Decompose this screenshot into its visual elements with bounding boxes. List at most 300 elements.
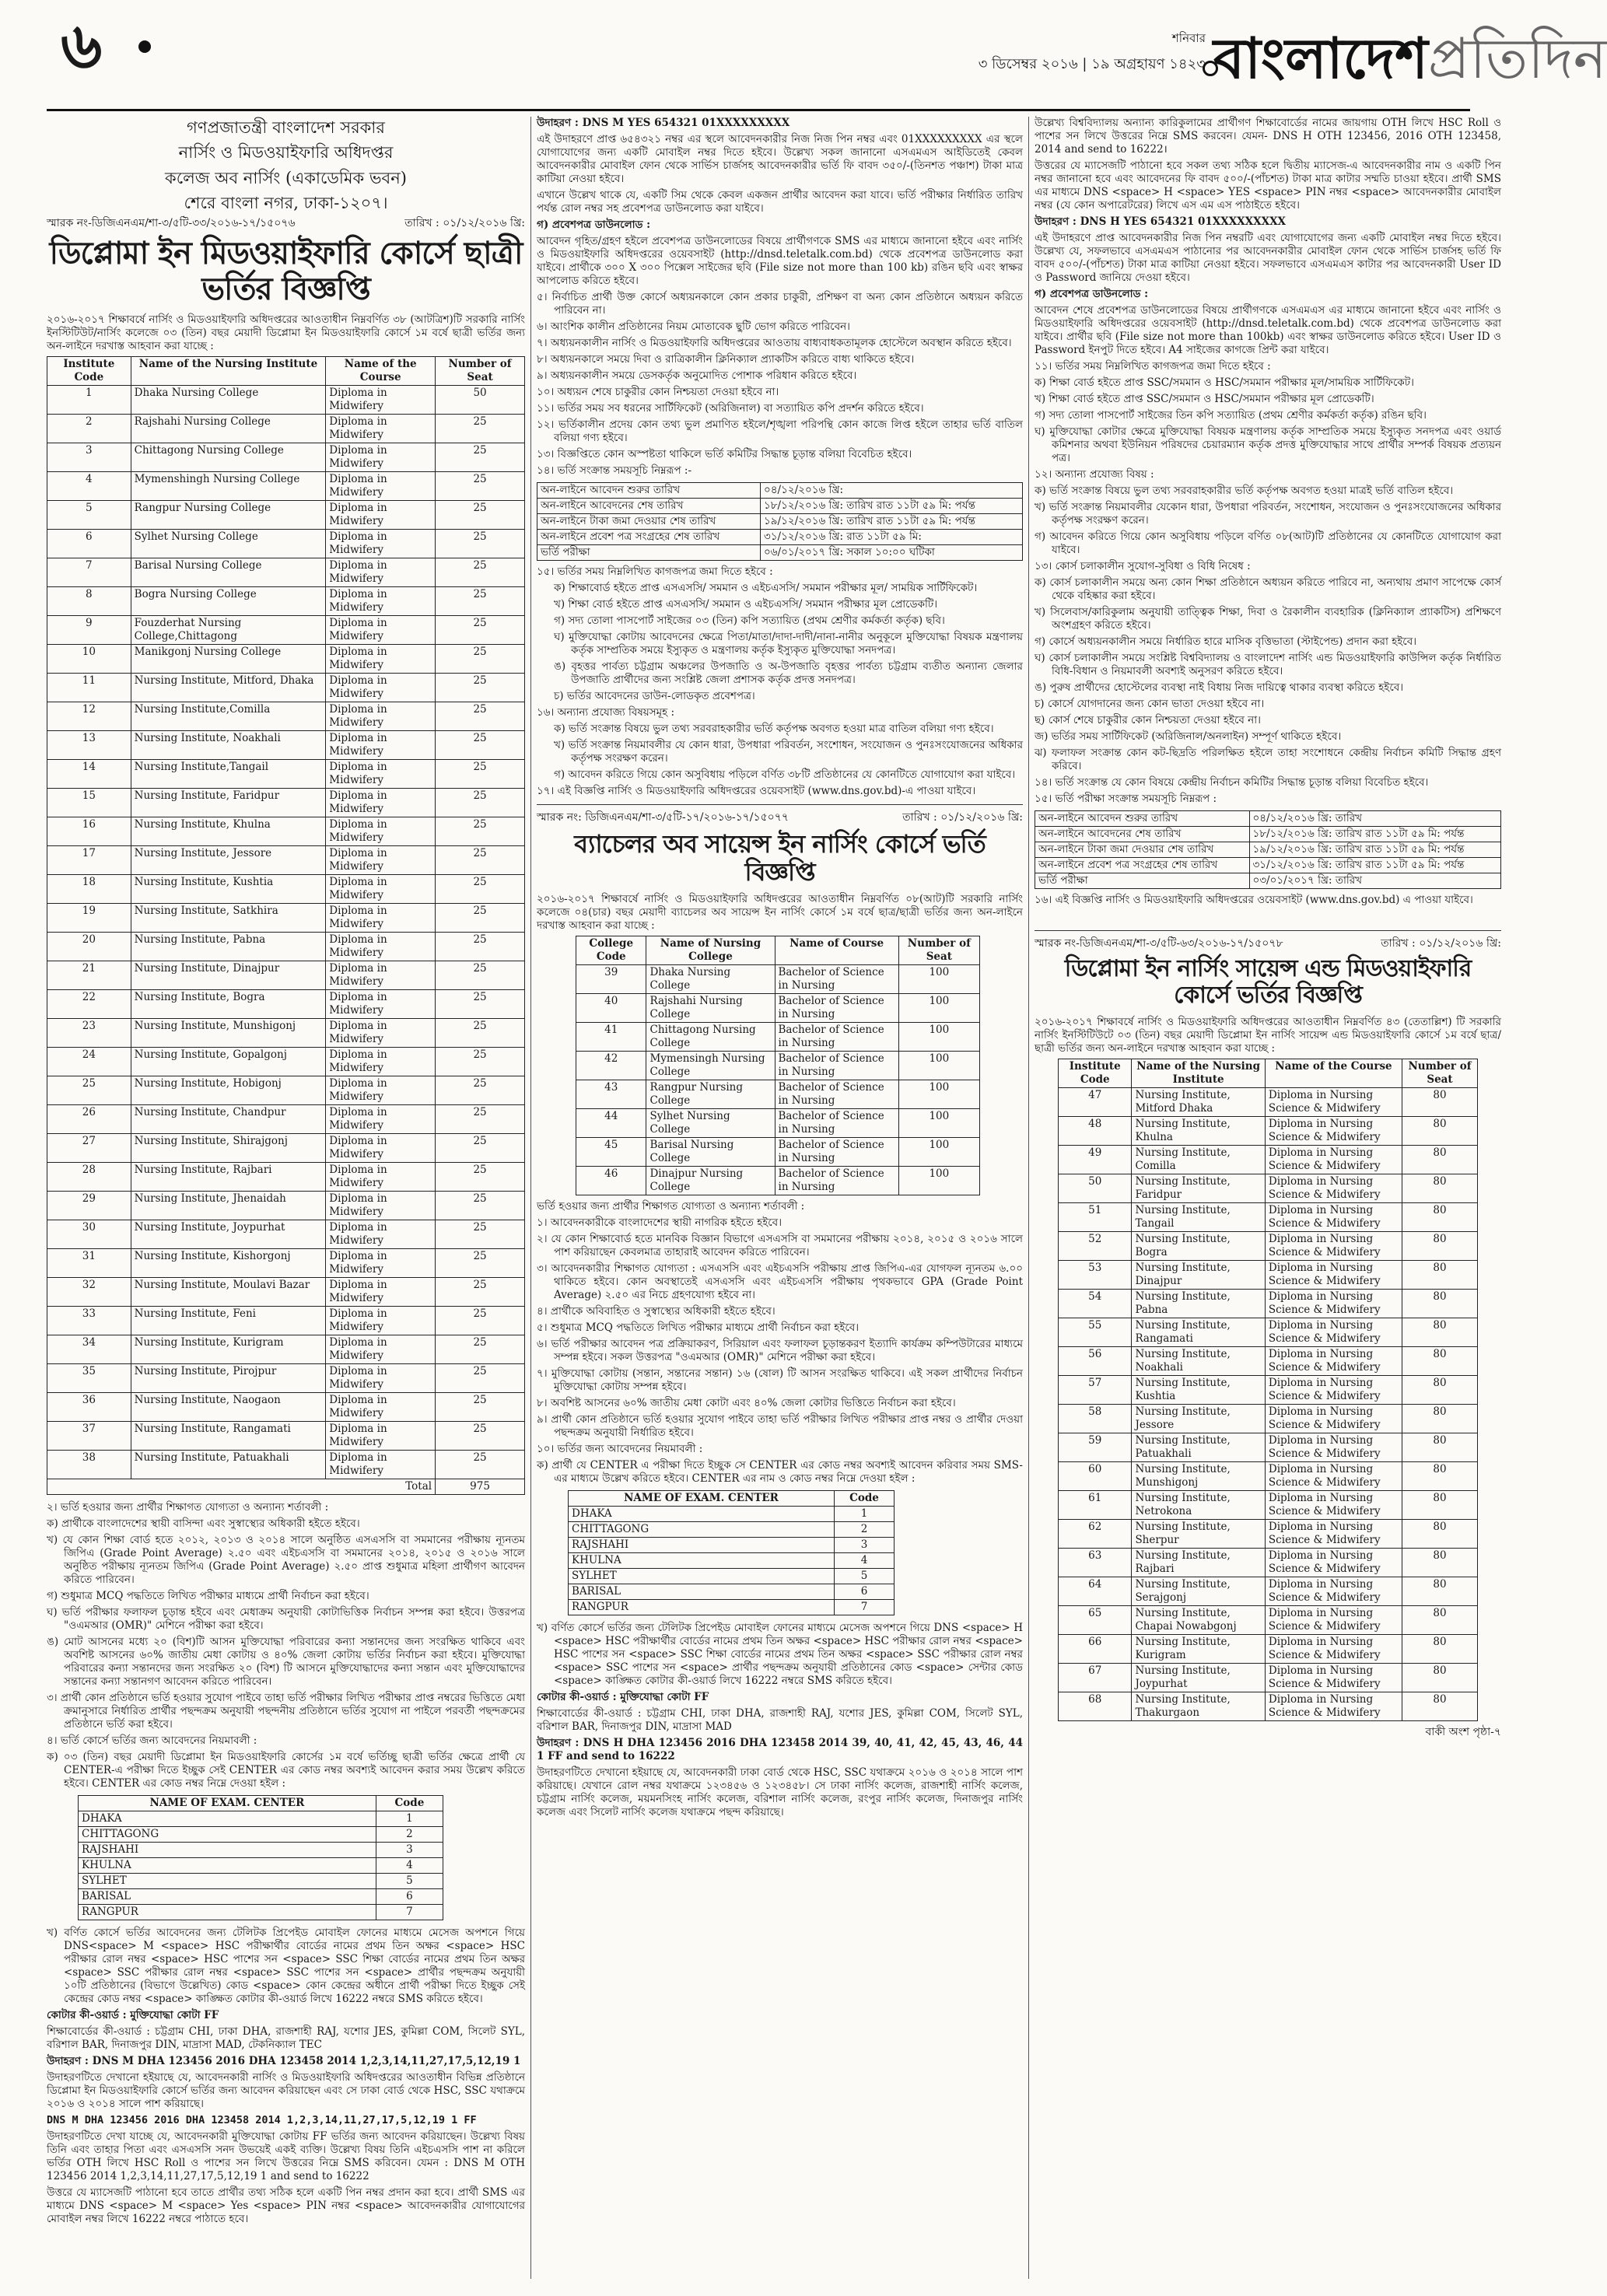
- table-row: [1059, 1116, 1478, 1145]
- table-cell: Diploma in Midwifery: [326, 501, 436, 530]
- table-cell: Diploma in Nursing Science & Midwifery: [1265, 1490, 1402, 1519]
- table-cell: Diploma in Midwifery: [326, 558, 436, 587]
- column-header: Name of Course: [775, 936, 898, 965]
- clause-item: ৫। নির্বাচিত প্রার্থী উক্ত কোর্সে অধ্যয়নকালে কোন প্রকার চাকুরী, প্রশিক্ষণ বা অন্য কোন প্রতিষ্ঠানে অধ্যয়ন করিতে পারিবেন না।: [537, 291, 1023, 317]
- table-row: [569, 1522, 895, 1538]
- eligibility-item: ৮। অবশিষ্ট আসনের ৬০% জাতীয় মেধা কোটা এবং ৪০% জেলা কোটার ভিত্তিতে নির্বাচন করা হইবে।: [537, 1397, 956, 1410]
- column-header: Code: [835, 1491, 895, 1507]
- column-header: Name of Nursing College: [646, 936, 775, 965]
- column-header: Name of the Nursing Institute: [131, 357, 326, 386]
- table-cell: DHAKA: [569, 1507, 835, 1522]
- table-cell: Nursing Institute, Tangail: [1132, 1202, 1265, 1231]
- table-cell: Nursing Institute, Pirojpur: [131, 1364, 326, 1393]
- dateline: ৩ ডিসেম্বর ২০১৬ | ১৯ অগ্রহায়ণ ১৪২৩: [978, 56, 1206, 72]
- table-cell: Diploma in Nursing Science & Midwifery: [1265, 1404, 1402, 1433]
- table-row: [569, 1600, 895, 1615]
- table-cell: Nursing Institute, Hobigonj: [131, 1076, 326, 1105]
- table-cell: Nursing Institute, Comilla: [1132, 1145, 1265, 1174]
- table-cell: 25: [436, 760, 525, 789]
- table-cell: 25: [436, 443, 525, 472]
- clause-item: ১৪। ভর্তি সংক্রান্ত সময়সূচি নিম্নরূপ :-: [537, 464, 692, 477]
- table-cell: 25: [436, 1364, 525, 1393]
- table-cell: Chittagong Nursing College: [131, 443, 326, 472]
- table-cell: 61: [1059, 1490, 1132, 1519]
- clause-item: ১২। ভর্তিকালীন প্রদেয় কোন তথ্য ভুল প্রমাণিত হইলে/শৃঙ্খলা পরিপন্থি কোন কাজে লিপ্ত হইলে তাহার ভর্তি বাতিল বলিয়া গণ্য হইবে।: [537, 418, 1023, 444]
- table-cell: 56: [1059, 1346, 1132, 1375]
- clause-item: ক) কোর্স চলাকালীন সময়ে অন্য কোন শিক্ষা প্রতিষ্ঠানে অধ্যয়ন করিতে পারিবে না, অন্যথায় প্রমাণ সাপেক্ষে কোর্স থেকে বহিষ্কার করা হইবে।: [1035, 576, 1501, 602]
- table-row: [47, 789, 525, 817]
- pin-instruction: এই উদাহরণে প্রাপ্ত আবেদনকারীর নিজ পিন নম্বরটি এবং যোগাযোগের জন্য একটি মোবাইল নম্বর দিতে হইবে। উল্লেখ্য যে, সফলভাবে এসএমএস পাঠানোর পর আবেদনকারীর মোবাইল ফোন থেকে সার্ভিস চার্জসহ ভর্তি ফি বাবদ ৫০০/-(পাঁচশত) টাকা মাত্র কাটিয়া নেওয়া হইবে। সফলভাবে এসএমএস কাটার পর আবেদনকারী User ID ও Password জানিয়ে দেওয়া হইবে।: [1035, 232, 1501, 284]
- table-cell: 25: [436, 530, 525, 558]
- table-cell: 100: [898, 1052, 979, 1080]
- table-cell: 12: [47, 702, 131, 731]
- column-header: Number of Seat: [436, 357, 525, 386]
- table-cell: 68: [1059, 1692, 1132, 1720]
- ad2-intro: ২০১৬-২০১৭ শিক্ষাবর্ষে নার্সিং ও মিডওয়াইফারি অধিদপ্তরের আওতাধীন নিম্নবর্ণিত ০৮(আট)টি সরকারি নার্সিং কলেজে ০৪(চার) বছর মেয়াদী ব্যাচেলর অব সায়েন্স ইন নার্সিং কোর্সে ১ম বর্ষে ছাত্র/ছাত্রী ভর্তির জন্য অন-লাইনে দরখাস্ত আহবান করা যাচ্ছে :: [537, 893, 1023, 933]
- table-cell: 80: [1402, 1692, 1478, 1720]
- document-item: গ) সদ্য তোলা পাসপোর্ট সাইজের ০৩ (তিন) কপি সত্যায়িত (প্রথম শ্রেণীর কর্মকর্তা কর্তৃক) ছবি।: [554, 614, 945, 627]
- table-cell: Diploma in Midwifery: [326, 817, 436, 846]
- table-cell: 18: [47, 875, 131, 904]
- day-label: শনিবার: [1171, 31, 1206, 45]
- clause-item: ঙ) পুরুষ প্রার্থীদের হোস্টেলের ব্যবস্থা নাই বিধায় নিজ দায়িত্বে থাকার ব্যবস্থা করিতে হইবে।: [1035, 681, 1404, 694]
- table-row: [1059, 1202, 1478, 1231]
- table-row: [537, 514, 1023, 530]
- table-cell: 25: [436, 990, 525, 1019]
- table-cell: 5: [835, 1569, 895, 1584]
- table-cell: 100: [898, 1167, 979, 1195]
- table-cell: Nursing Institute, Pabna: [131, 933, 326, 961]
- table-cell: 1: [835, 1507, 895, 1522]
- table-cell: Diploma in Midwifery: [326, 731, 436, 760]
- table-cell: Diploma in Midwifery: [326, 443, 436, 472]
- table-row: [1059, 1577, 1478, 1605]
- table-cell: Diploma in Midwifery: [326, 933, 436, 961]
- table-cell: 4: [835, 1553, 895, 1569]
- table-cell: 1: [376, 1811, 443, 1827]
- table-cell: 25: [436, 817, 525, 846]
- table-cell: Nursing Institute, Rangamati: [131, 1422, 326, 1451]
- table-row: [47, 904, 525, 933]
- eligibility-item: গ) শুধুমাত্র MCQ পদ্ধতিতে লিখিত পরীক্ষার মাধ্যমে প্রার্থী নির্বাচন করা হইবে।: [47, 1590, 369, 1602]
- table-cell: 66: [1059, 1634, 1132, 1663]
- table-cell: 7: [835, 1600, 895, 1615]
- table-cell: 25: [436, 1163, 525, 1192]
- table-cell: Nursing Institute, Jessore: [131, 846, 326, 875]
- table-cell: Dhaka Nursing College: [646, 965, 775, 994]
- eligibility-item: ৯। প্রার্থী কোন প্রতিষ্ঠানে ভর্তি হওয়ার সুযোগ পাইবে তাহা ভর্তি পরীক্ষার লিখিত পরীক্ষার প্রাপ্ত নম্বর ও প্রার্থীর দেওয়া পছন্দক্রম অনুযায়ী নির্ধারিত হইবে।: [537, 1413, 1023, 1440]
- eligibility-item: ক) প্রার্থীকে বাংলাদেশের স্থায়ী বাসিন্দা এবং সুস্বাস্থ্যের অধিকারী হইতে হইবে।: [47, 1517, 360, 1530]
- table-cell: 80: [1402, 1346, 1478, 1375]
- table-cell: 60: [1059, 1461, 1132, 1490]
- table-row: [47, 443, 525, 472]
- clause-item: গ) আবেদন করিতে গিয়ে কোন অসুবিধায় পড়িলে বর্ণিত ০৮(আট)টি প্রতিষ্ঠানের যে কোনটিতে যোগাযোগ করা যাইবে।: [1035, 530, 1501, 556]
- table-row: [569, 1584, 895, 1600]
- schedule-table-1: [537, 482, 1023, 561]
- table-row: [1059, 1461, 1478, 1490]
- table-row: [1059, 1605, 1478, 1634]
- table-row: [576, 1052, 980, 1080]
- table-cell: Sylhet Nursing College: [646, 1109, 775, 1138]
- table-cell: 3: [835, 1538, 895, 1553]
- ref-number: স্মারক নং-ডিজিএনএম/শা-৩/৫টি-৩৩/২০১৬-১৭/১৫০৭৬: [47, 217, 296, 230]
- table-cell: Bachelor of Science in Nursing: [775, 1052, 898, 1080]
- table-row: [47, 1076, 525, 1105]
- clause-item: ১৩। বিজ্ঞপ্তিতে কোন অস্পষ্টতা থাকিলে ভর্তি কমিটির সিদ্ধান্ত চূড়ান্ত বলিয়া বিবেচিত হইবে।: [537, 448, 912, 460]
- table-cell: Nursing Institute, Bogra: [1132, 1231, 1265, 1260]
- ad2-rules-heading: ১০। ভর্তির জন্য আবেদনের নিয়মাবলী :: [537, 1443, 703, 1456]
- eligibility-item: ৭। মুক্তিযোদ্ধা কোটায় (সন্তান, সন্তানের সন্তান) ১৬ (ষোল) টি আসন সংরক্ষিত থাকিবে। এই সকল প্রার্থীদের নির্বাচন মুক্তিযোদ্ধা কোটায় সম্পন্ন হইবে।: [537, 1367, 1023, 1394]
- column-header: Name of the Course: [1265, 1059, 1402, 1087]
- table-cell: 80: [1402, 1461, 1478, 1490]
- table-cell: 25: [436, 846, 525, 875]
- table-cell: 5: [376, 1874, 443, 1889]
- table-cell: Nursing Institute, Kurigram: [1132, 1634, 1265, 1663]
- table-row: [1059, 1433, 1478, 1461]
- sms-example-2: DNS M DHA 123456 2016 DHA 123458 2014 1,2,3,14,11,27,17,5,12,19 1 FF: [47, 2114, 477, 2126]
- clause-item: ১৩। কোর্স চলাকালীন সুযোগ-সুবিধা ও বিধি নিষেধ :: [1035, 560, 1251, 572]
- table-row: [47, 587, 525, 616]
- table-cell: ০৪/১২/২০১৬ খ্রি: তারিখ: [1249, 811, 1501, 827]
- table-cell: Diploma in Midwifery: [326, 1335, 436, 1364]
- clause-item: খ) সিলেবাস/কারিকুলাম অনুযায়ী তাত্ত্বিক শিক্ষা, দিবা ও রৈকালীন ব্যবহারিক (ক্লিনিক্যাল প্র্যাকটিস) প্রশিক্ষণে অংশগ্রহণ করিতে হইবে।: [1035, 606, 1501, 632]
- table-cell: 16: [47, 817, 131, 846]
- table-cell: 31: [47, 1249, 131, 1278]
- table-cell: Diploma in Midwifery: [326, 904, 436, 933]
- eligibility-item: ঘ) ভর্তি পরীক্ষার ফলাফল চূড়ান্ত হইবে এবং মেধাক্রম অনুযায়ী কোটাভিত্তিক নির্বাচন সম্পন্ন করা হইবে। উত্তরপত্র "ওএমআর (OMR)" মেশিনে পরীক্ষা করা হইবে।: [47, 1606, 525, 1632]
- table-cell: 25: [436, 1220, 525, 1249]
- table-row: [1059, 1519, 1478, 1548]
- table-cell: 80: [1402, 1548, 1478, 1577]
- nursing-institute-table: [1058, 1059, 1478, 1721]
- clause-item: গ) কোর্সে অধ্যয়নকালীন সময়ে নির্ধারিত হারে মাসিক বৃত্তিভাতা (স্টাইপেন্ড) প্রদান করা হইবে।: [1035, 635, 1417, 648]
- table-cell: Nursing Institute, Mitford Dhaka: [1132, 1087, 1265, 1116]
- table-cell: অন-লাইনে আবেদন শুরুর তারিখ: [1035, 811, 1250, 827]
- table-cell: Nursing Institute, Faridpur: [1132, 1174, 1265, 1202]
- table-cell: 3: [376, 1843, 443, 1858]
- table-cell: Diploma in Midwifery: [326, 1364, 436, 1393]
- table-cell: 40: [576, 994, 646, 1023]
- table-row: [576, 1023, 980, 1052]
- table-cell: Diploma in Nursing Science & Midwifery: [1265, 1231, 1402, 1260]
- table-cell: 25: [436, 1278, 525, 1307]
- table-cell: 65: [1059, 1605, 1132, 1634]
- table-cell: Bachelor of Science in Nursing: [775, 1023, 898, 1052]
- clause-item: ১২। অন্যান্য প্রযোজ্য বিষয় :: [1035, 468, 1154, 481]
- table-cell: 15: [47, 789, 131, 817]
- table-row: [1059, 1174, 1478, 1202]
- table-row: [79, 1843, 443, 1858]
- table-cell: Diploma in Midwifery: [326, 789, 436, 817]
- table-row: [537, 545, 1023, 561]
- sms-example-1: উদাহরণ : DNS M DHA 123456 2016 DHA 123458 2014 1,2,3,14,11,27,17,5,12,19 1: [47, 2055, 521, 2067]
- table-cell: Nursing Institute, Shirajgonj: [131, 1134, 326, 1163]
- table-cell: 100: [898, 1080, 979, 1109]
- table-row: [1059, 1375, 1478, 1404]
- table-cell: 25: [436, 472, 525, 501]
- table-cell: Mymensingh Nursing College: [646, 1052, 775, 1080]
- table-cell: Nursing Institute, Rangamati: [1132, 1318, 1265, 1346]
- table-cell: 48: [1059, 1116, 1132, 1145]
- table-cell: Nursing Institute, Jhenaidah: [131, 1192, 326, 1220]
- table-cell: 2: [376, 1827, 443, 1843]
- clause-item: ঘ) কোর্স চলাকালীন সময়ে সংশ্লিষ্ট বিশ্ববিদ্যালয় ও বাংলাদেশ নার্সিং এন্ড মিডওয়াইফারি কাউন্সিল কর্তৃক নির্ধারিত বিধি-বিধান ও নিয়মাবলী অবশ্যই অনুসরণ করিতে হইবে।: [1035, 652, 1501, 677]
- table-cell: RAJSHAHI: [569, 1538, 835, 1553]
- table-cell: 2: [47, 415, 131, 443]
- table-cell: 80: [1402, 1260, 1478, 1289]
- clause-item: জ) ভর্তির সময় সার্টিফিকেট (অরিজিনাল/অনলাইন) সম্পূর্ণ থাকিতে হইবে।: [1035, 730, 1342, 743]
- table-cell: 100: [898, 1023, 979, 1052]
- table-cell: 80: [1402, 1174, 1478, 1202]
- ref-date: তারিখ : ০১/১২/২০১৬ খ্রি:: [1381, 937, 1501, 950]
- total-row: [47, 1479, 525, 1495]
- table-cell: 80: [1402, 1433, 1478, 1461]
- table-cell: Diploma in Midwifery: [326, 1393, 436, 1422]
- table-cell: Nursing Institute, Netrokona: [1132, 1490, 1265, 1519]
- table-cell: Bachelor of Science in Nursing: [775, 1138, 898, 1167]
- column-header: Code: [376, 1796, 443, 1811]
- logo-part-1: বাংলাদেশ: [1213, 24, 1428, 91]
- gov-line: গণপ্রজাতন্ত্রী বাংলাদেশ সরকার: [187, 118, 385, 137]
- table-cell: 80: [1402, 1375, 1478, 1404]
- rule-b: খ) বর্ণিত কোর্সে ভর্তির আবেদনের জন্য টেলিটক প্রিপেইড মোবাইল ফোনের মাধ্যমে মেসেজ অপশনে গিয়ে DNS<space> M <space> HSC পরীক্ষার্থীর বোর্ডের নামের প্রথম তিন অক্ষর <space> HSC পরীক্ষার রোল নম্বর <space> HSC পাশের সন <space> SSC শিক্ষা বোর্ডের নামের প্রথম তিন অক্ষর <space> SSC পরীক্ষার রোল নম্বর <space> SSC পাশের সন <space> প্রার্থীর পছন্দক্রম অনুযায়ী ১০টি প্রতিষ্ঠানের (বিভাগে উল্লেখিত) কোড <space> কোন কেন্দ্রের অধীনে প্রার্থী পরীক্ষা দিতে ইচ্ছুক সেই কেন্দ্রের কোড নম্বর <space> কাঙ্ক্ষিত কোটার কী-ওয়ার্ড লিখে 16222 নম্বরে SMS করিতে হইবে।: [47, 1927, 525, 2005]
- table-cell: 25: [436, 875, 525, 904]
- newspaper-logo: [1213, 16, 1607, 101]
- table-cell: Nursing Institute, Dinajpur: [131, 961, 326, 990]
- table-cell: Dinajpur Nursing College: [646, 1167, 775, 1195]
- table-cell: Nursing Institute, Satkhira: [131, 904, 326, 933]
- table-row: [47, 1364, 525, 1393]
- table-cell: 2: [835, 1522, 895, 1538]
- table-cell: 8: [47, 587, 131, 616]
- table-cell: Diploma in Midwifery: [326, 1451, 436, 1479]
- table-cell: Nursing Institute, Gopalgonj: [131, 1048, 326, 1076]
- table-cell: 25: [436, 1249, 525, 1278]
- table-cell: অন-লাইনে প্রবেশ পত্র সংগ্রহের শেষ তারিখ: [537, 530, 761, 545]
- table-cell: Diploma in Midwifery: [326, 961, 436, 990]
- table-row: [47, 846, 525, 875]
- table-cell: Nursing Institute, Mitford, Dhaka: [131, 674, 326, 702]
- table-row: [1035, 842, 1501, 858]
- table-cell: KHULNA: [79, 1858, 376, 1874]
- ad3-ref: [1035, 937, 1501, 951]
- pin-example: উদাহরণ : DNS H YES 654321 01XXXXXXXXX: [1035, 215, 1287, 228]
- bsc-college-table: [576, 936, 980, 1195]
- table-cell: Diploma in Midwifery: [326, 990, 436, 1019]
- clause-item: ক) শিক্ষা বোর্ড হইতে প্রাপ্ত SSC/সমমান ও HSC/সমমান পরীক্ষার মূল/সাময়িক সার্টিফিকেট।: [1035, 376, 1414, 389]
- table-cell: Nursing Institute, Moulavi Bazar: [131, 1278, 326, 1307]
- eligibility-item: ৬। ভর্তি পরীক্ষার আবেদন পত্র প্রক্রিয়াকরণ, সিরিয়াল এবং ফলাফল চূড়ান্তকরণ ইত্যাদি কার্যক্রম কম্পিউটারের মাধ্যমে সম্পন্ন হইবে। সকল উত্তরপত্র "ওএমআর (OMR)" মেশিনে পরীক্ষা করা হইবে।: [537, 1338, 1023, 1364]
- table-cell: Rangpur Nursing College: [646, 1080, 775, 1109]
- table-cell: 36: [47, 1393, 131, 1422]
- table-cell: Dhaka Nursing College: [131, 386, 326, 415]
- table-row: [569, 1553, 895, 1569]
- table-cell: 7: [376, 1905, 443, 1920]
- table-cell: SYLHET: [79, 1874, 376, 1889]
- table-cell: Diploma in Midwifery: [326, 702, 436, 731]
- table-cell: 59: [1059, 1433, 1132, 1461]
- website-note: ১৭। এই বিজ্ঞপ্তি নার্সিং ও মিডওয়াইফারি অধিদপ্তরের ওয়েবসাইট (www.dns.gov.bd)-এ পাওয়া যাইবে।: [537, 785, 976, 797]
- sms-example-2-desc: উদাহরণটিতে দেখা যাচ্ছে যে, আবেদনকারী মুক্তিযোদ্ধা কোটায় FF ভর্তির জন্য আবেদন করিয়াছেন। উল্লেখ্য বিষয় তিনি এবং তাহার পিতা এবং এসএসসি সনদ উভয়েই একই ব্যক্তি। উল্লেখ্য বিষয় তিনি এইচএসসি পাশ না করিলে ভর্তির OTH লিখে HSC Roll ও পাশের সন লিখে উত্তরের নিম্নে SMS করিবেন। যেমন : DNS M OTH 123456 2014 1,2,3,14,11,27,17,5,12,19 1 and send to 16222: [47, 2130, 525, 2182]
- table-row: [47, 702, 525, 731]
- column-2: [537, 117, 1023, 2280]
- clause-item: ছ) কোর্স শেষে চাকুরীর কোন নিশ্চয়তা দেওয়া হইবে না।: [1035, 714, 1261, 726]
- table-cell: অন-লাইনে আবেদন শুরুর তারিখ: [537, 483, 761, 499]
- table-cell: 25: [436, 674, 525, 702]
- column-header: NAME OF EXAM. CENTER: [79, 1796, 376, 1811]
- exam-center-table: [78, 1795, 443, 1920]
- table-row: [576, 1080, 980, 1109]
- table-row: [47, 1163, 525, 1192]
- table-cell: KHULNA: [569, 1553, 835, 1569]
- other-item: ক) ভর্তি সংক্রান্ত বিষয়ে ভুল তথ্য সরবরাহকারীর ভর্তি কর্তৃপক্ষ অবগত হওয়া মাত্র বাতিল বলিয়া গণ্য হইবে।: [554, 723, 994, 735]
- table-cell: 100: [898, 965, 979, 994]
- table-cell: Diploma in Midwifery: [326, 1192, 436, 1220]
- table-row: [47, 1307, 525, 1335]
- table-cell: 80: [1402, 1577, 1478, 1605]
- other-item: গ) আবেদন করিতে গিয়ে কোন অসুবিধায় পড়িলে বর্ণিত ৩৮টি প্রতিষ্ঠানের যে কোনটিতে যোগাযোগ করা যাইবে।: [554, 768, 1016, 781]
- table-cell: 6: [47, 530, 131, 558]
- table-cell: 25: [436, 702, 525, 731]
- table-cell: 43: [576, 1080, 646, 1109]
- table-row: [1035, 811, 1501, 827]
- table-cell: Nursing Institute, Joypurhat: [1132, 1663, 1265, 1692]
- table-row: [1035, 858, 1501, 873]
- ref-date: তারিখ : ০১/১২/২০১৬ খ্রি:: [902, 811, 1023, 824]
- table-cell: Nursing Institute, Rajbari: [131, 1163, 326, 1192]
- table-row: [576, 1109, 980, 1138]
- table-cell: RANGPUR: [79, 1905, 376, 1920]
- ad2-rule-b: খ) বর্ণিত কোর্সে ভর্তির জন্য টেলিটক প্রিপেইড মোবাইল ফোনের মাধ্যমে মেসেজ অপশনে গিয়ে DNS <space> H <space> HSC পরীক্ষার্থীর বোর্ডের নামের প্রথম তিন অক্ষর <space> HSC পরীক্ষার রোল নম্বর <space> HSC পাশের সন <space> SSC শিক্ষা বোর্ডের নামের প্রথম তিন অক্ষর <space> SSC পরীক্ষার রোল নম্বর <space> SSC পাশের সন <space> প্রার্থীর পছন্দক্রম অনুযায়ী প্রতিষ্ঠানের কোড <space> সেন্টার কোড <space> কাঙ্ক্ষিত কোটার কী-ওয়ার্ড লিখে 16222 নম্বরে SMS করিতে হইবে।: [537, 1622, 1023, 1688]
- exam-center-table: [568, 1490, 895, 1615]
- other-heading: ১৬। অন্যান্য প্রযোজ্য বিষয়সমূহ :: [537, 706, 675, 719]
- total-label: Total: [47, 1479, 436, 1495]
- rules-heading: ৪। ভর্তি কোর্সে ভর্তির জন্য আবেদনের নিয়মাবলী :: [47, 1734, 257, 1747]
- ad1-ref: [47, 217, 525, 231]
- table-cell: 80: [1402, 1519, 1478, 1548]
- table-cell: 24: [47, 1048, 131, 1076]
- pin-confirm: উত্তরের যে ম্যাসেজটি পাঠানো হবে সকল তথ্য সঠিক হলে দ্বিতীয় ম্যাসেজ-এ আবেদনকারীর নাম ও একটি পিন নম্বর জানানো হবে এবং আবেদনের ফি বাবদ ৫০০/-(পাঁচশত) টাকা মাত্র কাটার সম্মতি চাওয়া হইবে। প্রার্থী SMS এর মাধ্যমে DNS <space> H <space> YES <space> PIN নম্বর <space> আবেদনকারীর মোবাইল নম্বর (যে কোন অপারেটরের) লিখে এস এম এস পাঠাইতে হইবে।: [1035, 159, 1501, 212]
- admit-card-desc: আবেদন গৃহিত/গ্রহণ হইলে প্রবেশপত্র ডাউনলোডের বিষয়ে প্রার্থীগণকে SMS এর মাধ্যমে জানানো হইবে এবং নার্সিং ও মিডওয়াইফারি অধিদপ্তরের ওয়েবসাইট (http://dnsd.teletalk.com.bd) থেকে প্রবেশপত্র ডাউনলোড করা যাইবে। প্রার্থীকে ৩০০ X ৩০০ পিক্সেল সাইজের ছবি (File size not more than 100 kb) রঙিন ছবি এবং স্বাক্ষর আপলোড করিতে হইবে।: [537, 235, 1023, 287]
- table-cell: Bogra Nursing College: [131, 587, 326, 616]
- table-cell: RAJSHAHI: [79, 1843, 376, 1858]
- table-row: [47, 472, 525, 501]
- table-cell: 25: [436, 645, 525, 674]
- section-divider: [537, 804, 1023, 805]
- table-cell: Diploma in Nursing Science & Midwifery: [1265, 1692, 1402, 1720]
- table-cell: Nursing Institute, Kishorgonj: [131, 1249, 326, 1278]
- table-cell: Diploma in Nursing Science & Midwifery: [1265, 1663, 1402, 1692]
- table-cell: 11: [47, 674, 131, 702]
- table-cell: Diploma in Nursing Science & Midwifery: [1265, 1577, 1402, 1605]
- admit-card-heading: গ) প্রবেশপত্র ডাউনলোড :: [1035, 288, 1149, 300]
- table-cell: ১৯/১২/২০১৬ খ্রি: তারিখ রাত ১১টা ৫৯ মি: পর্যন্ত: [1249, 842, 1501, 858]
- table-cell: 1: [47, 386, 131, 415]
- table-row: [47, 1105, 525, 1134]
- table-cell: 25: [436, 1307, 525, 1335]
- table-cell: 80: [1402, 1663, 1478, 1692]
- table-row: [47, 616, 525, 645]
- table-cell: Diploma in Midwifery: [326, 1278, 436, 1307]
- table-cell: 80: [1402, 1289, 1478, 1318]
- table-row: [1035, 873, 1501, 889]
- table-cell: 38: [47, 1451, 131, 1479]
- table-row: [1059, 1663, 1478, 1692]
- table-cell: Nursing Institute,Comilla: [131, 702, 326, 731]
- table-cell: 67: [1059, 1663, 1132, 1692]
- table-cell: Nursing Institute, Serajgonj: [1132, 1577, 1265, 1605]
- table-cell: Diploma in Nursing Science & Midwifery: [1265, 1289, 1402, 1318]
- table-cell: Nursing Institute, Chapai Nowabgonj: [1132, 1605, 1265, 1634]
- table-cell: 51: [1059, 1202, 1132, 1231]
- clause-item: ক) ভর্তি সংক্রান্ত বিষয়ে ভুল তথ্য সরবরাহকারীর ভর্তি কর্তৃপক্ষ অবগত হওয়া মাত্রই ভর্তি বাতিল হইবে।: [1035, 485, 1454, 497]
- table-cell: 80: [1402, 1202, 1478, 1231]
- table-cell: Rajshahi Nursing College: [646, 994, 775, 1023]
- table-row: [47, 1249, 525, 1278]
- table-cell: অন-লাইনে প্রবেশ পত্র সংগ্রহের শেষ তারিখ: [1035, 858, 1250, 873]
- table-cell: Diploma in Midwifery: [326, 674, 436, 702]
- table-cell: Barisal Nursing College: [646, 1138, 775, 1167]
- documents-heading: ১৫। ভর্তির সময় নিম্নলিখিত কাগজপত্র জমা দিতে হইবে :: [537, 565, 773, 578]
- table-row: [1059, 1289, 1478, 1318]
- table-row: [47, 1451, 525, 1479]
- table-cell: Mymenshingh Nursing College: [131, 472, 326, 501]
- table-row: [569, 1569, 895, 1584]
- table-cell: Nursing Institute, Pabna: [1132, 1289, 1265, 1318]
- table-cell: Diploma in Midwifery: [326, 616, 436, 645]
- table-cell: Nursing Institute, Noakhali: [1132, 1346, 1265, 1375]
- table-cell: 17: [47, 846, 131, 875]
- table-cell: 32: [47, 1278, 131, 1307]
- table-cell: Diploma in Nursing Science & Midwifery: [1265, 1202, 1402, 1231]
- table-row: [1059, 1346, 1478, 1375]
- table-cell: 26: [47, 1105, 131, 1134]
- table-cell: Diploma in Midwifery: [326, 760, 436, 789]
- table-cell: Diploma in Midwifery: [326, 1019, 436, 1048]
- table-cell: Diploma in Midwifery: [326, 1048, 436, 1076]
- table-cell: Nursing Institute, Joypurhat: [131, 1220, 326, 1249]
- table-row: [47, 1220, 525, 1249]
- table-cell: Diploma in Nursing Science & Midwifery: [1265, 1087, 1402, 1116]
- table-cell: 80: [1402, 1231, 1478, 1260]
- table-cell: 39: [576, 965, 646, 994]
- table-cell: 25: [436, 1393, 525, 1422]
- table-cell: 80: [1402, 1116, 1478, 1145]
- table-row: [47, 875, 525, 904]
- table-cell: ০৪/১২/২০১৬ খ্রি:: [761, 483, 1023, 499]
- table-cell: Nursing Institute, Munshigonj: [1132, 1461, 1265, 1490]
- table-cell: 25: [436, 1105, 525, 1134]
- total-value: 975: [436, 1479, 525, 1495]
- table-cell: 35: [47, 1364, 131, 1393]
- table-cell: ৩১/১২/২০১৬ খ্রি: রাত ১১টা ৫৯ মি:: [761, 530, 1023, 545]
- table-cell: 4: [47, 472, 131, 501]
- table-cell: Diploma in Midwifery: [326, 1422, 436, 1451]
- eligibility-item: ৩। আবেদনকারীর শিক্ষাগত যোগ্যতা : এসএসসি এবং এইচএসসি পরীক্ষায় প্রাপ্ত জিপিএ-এর যোগফল ন্যূনতম ৬.০০ থাকিতে হইবে। কোন অবস্থাতেই এসএসসি এবং এইচএসসি পরীক্ষায় পৃথকভাবে GPA (Grade Point Average) ২.৫০ এর নিচে গ্রহণযোগ্য হইবে না।: [537, 1262, 1023, 1302]
- table-cell: ১৮/১২/২০১৬ খ্রি: তারিখ রাত ১১টা ৫৯ মি: পর্যন্ত: [761, 499, 1023, 514]
- table-cell: 25: [436, 1451, 525, 1479]
- table-cell: 25: [436, 616, 525, 645]
- table-cell: 33: [47, 1307, 131, 1335]
- table-cell: 100: [898, 1138, 979, 1167]
- table-row: [47, 961, 525, 990]
- ad2-eligibility: ভর্তি হওয়ার জন্য প্রার্থীর শিক্ষাগত যোগ্যতা ও অন্যান্য শর্তাবলী :: [537, 1200, 805, 1213]
- clause-item: খ) ভর্তি সংক্রান্ত নিয়মাবলীর যেকোন ধারা, উপধারা পরিবর্তন, সংশোধন, সংযোজন ও পুনঃসংযোজনের অধিকার কর্তৃপক্ষ সংরক্ষণ করেন।: [1035, 501, 1501, 527]
- table-cell: 30: [47, 1220, 131, 1249]
- table-cell: Diploma in Nursing Science & Midwifery: [1265, 1634, 1402, 1663]
- table-cell: 46: [576, 1167, 646, 1195]
- table-row: [576, 994, 980, 1023]
